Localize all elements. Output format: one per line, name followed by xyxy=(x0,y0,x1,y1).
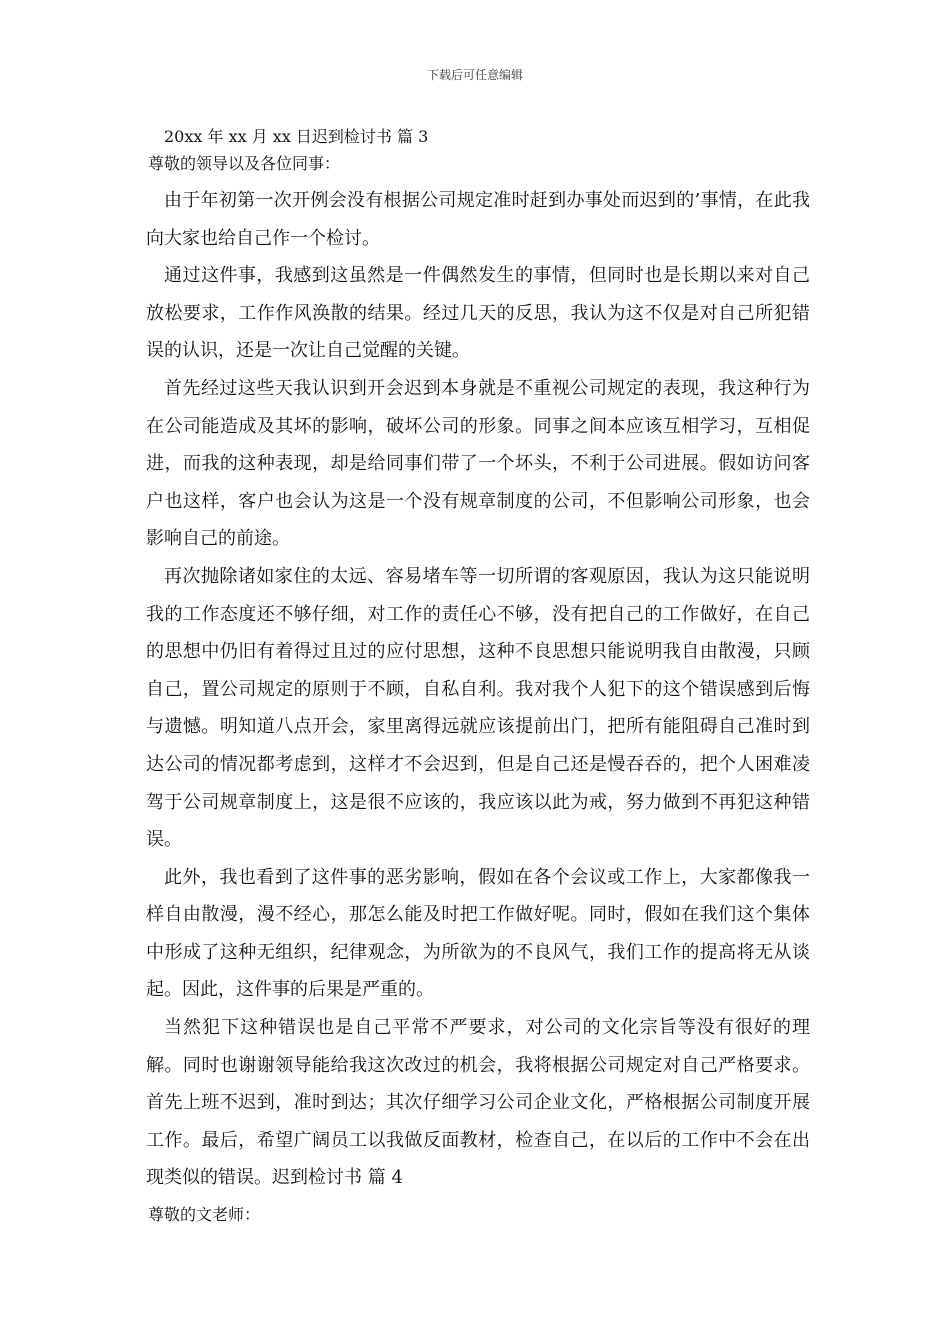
paragraph-6 xyxy=(146,1009,810,1197)
salutation-2: 尊敬的文老师： xyxy=(148,1205,261,1225)
document-body xyxy=(146,124,810,1229)
salutation: 尊敬的领导以及各位同事： xyxy=(148,154,341,173)
paragraph-4: 再次抛除诸如家住的太远、容易堵车等一切所谓的客观原因，我认为这只能说明我的工作态度还不够仔细，对工作的责任心不够，没有把自己的工作做好，在自己的思想中仍旧有着得过且过的应付思想，这种不良思想只能说明我自由散漫，只顾自己，置公司规定的原则于不顾，自私自利。我对我个人犯下的这个错误感到后悔与遗憾。明知道八点开会，家里离得远就应该提前出门，把所有能阻碍自己准时到达公司的情况都考虑到，这样才不会迟到，但是自己还是慢吞吞的，把个人困难凌驾于公司规章制度上，这是很不应该的，我应该以此为戒，努力做到不再犯这种错误。 xyxy=(146,565,810,851)
paragraph-3: 首先经过这些天我认识到开会迟到本身就是不重视公司规定的表现，我这种行为在公司能造成及其坏的影响，破坏公司的形象。同事之间本应该互相学习，互相促进，而我的这种表现，却是给同事们带了一个坏头，不利于公司进展。假如访问客户也这样，客户也会认为这是一个没有规章制度的公司，不但影响公司形象，也会影响自己的前途。 xyxy=(146,377,810,550)
paragraph-5: 此外，我也看到了这件事的恶劣影响，假如在各个会议或工作上，大家都像我一样自由散漫，漫不经心，那怎么能及时把工作做好呢。同时，假如在我们这个集体中形成了这种无组织，纪律观念，为所欲为的不良风气，我们工作的提高将无从谈起。因此，这件事的后果是严重的。 xyxy=(146,866,810,1001)
paragraph-2: 通过这件事，我感到这虽然是一件偶然发生的事情，但同时也是长期以来对自己放松要求，工作作风涣散的结果。经过几天的反思，我认为这不仅是对自己所犯错误的认识，还是一次让自己觉醒的关键。 xyxy=(146,265,810,362)
section-title: 20xx 年 xx 月 xx 日迟到检讨书 篇 3 xyxy=(164,127,429,146)
next-section-title: 迟到检讨书 篇 4 xyxy=(272,1167,403,1189)
header-note: 下载后可任意编辑 xyxy=(426,68,523,82)
paragraph-6-text: 当然犯下这种错误也是自己平常不严要求，对公司的文化宗旨等没有很好的理解。同时也谢谢领导能给我这次改过的机会，我将根据公司规定对自己严格要求。首先上班不迟到，准时到达；其次仔细学习公司企业文化，严格根据公司制度开展工作。最后，希望广阔员工以我做反面教材，检查自己，在以后的工作中不会在出现类似的错误。 xyxy=(146,1017,810,1189)
paragraph-1: 由于年初第一次开例会没有根据公司规定准时赶到办事处而迟到的’事情，在此我向大家也给自己作一个检讨。 xyxy=(146,190,810,249)
